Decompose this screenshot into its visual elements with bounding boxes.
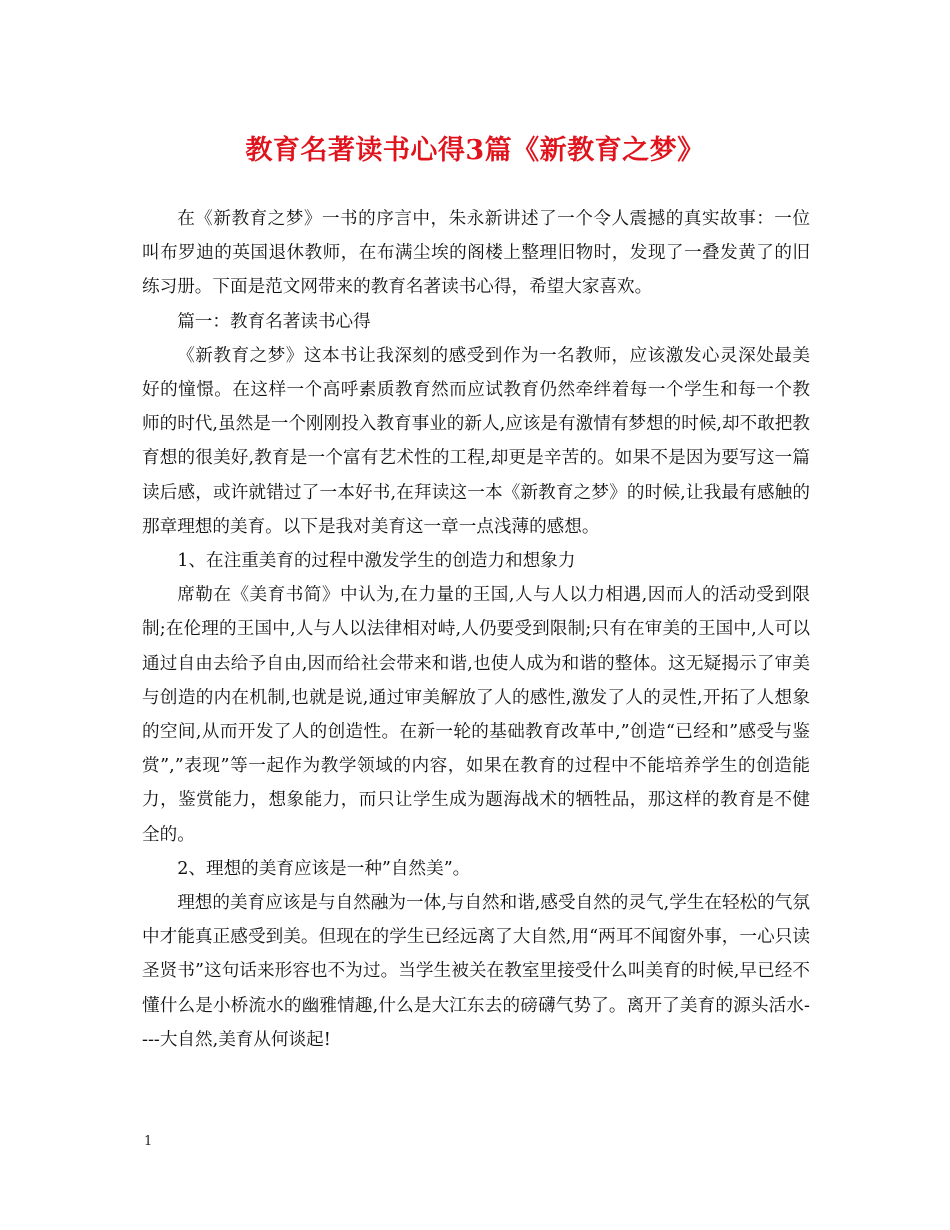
section-heading: 篇一：教育名著读书心得 bbox=[177, 311, 371, 332]
body-paragraph: 席勒在《美育书简》中认为,在力量的王国,人与人以力相遇,因而人的活动受到限制;在伦理的王国中,人与人以法律相对峙,人仍要受到限制;只有在审美的王国中,人可以通过自由去给予自由,因而给社会带来和谐,也使人成为和谐的整体。这无疑揭示了审美与创造的内在机制,也就是说,通过审美解放了人的感性,激发了人的灵性,开拓了人想象的空间,从而开发了人的创造性。在新一轮的基础教育改革中,”创造“已经和”感受与鉴赏”,”表现”等一起作为教学领域的内容，如果在教育的过程中不能培养学生的创造能力，鉴赏能力，想象能力，而只让学生成为题海战术的牺牲品，那这样的教育是不健全的。 bbox=[142, 585, 810, 845]
page-number: 1 bbox=[144, 1134, 153, 1149]
subheading-1: 1、在注重美育的过程中激发学生的创造力和想象力 bbox=[177, 551, 576, 572]
body-paragraph: 《新教育之梦》这本书让我深刻的感受到作为一名教师，应该激发心灵深处最美好的憧憬。在这样一个高呼素质教育然而应试教育仍然牵绊着每一个学生和每一个教师的时代,虽然是一个刚刚投入教育事业的新人,应该是有激情有梦想的时候,却不敢把教育想的很美好,教育是一个富有艺术性的工程,却更是辛苦的。如果不是因为要写这一篇读后感，或许就错过了一本好书,在拜读这一本《新教育之梦》的时候,让我最有感触的那章理想的美育。以下是我对美育这一章一点浅薄的感想。 bbox=[142, 345, 810, 537]
intro-paragraph: 在《新教育之梦》一书的序言中，朱永新讲述了一个令人震撼的真实故事：一位叫布罗迪的英国退休教师，在布满尘埃的阁楼上整理旧物时，发现了一叠发黄了的旧练习册。下面是范文网带来的教育名著读书心得，希望大家喜欢。 bbox=[142, 209, 810, 298]
document-body bbox=[142, 202, 810, 1057]
body-paragraph: 理想的美育应该是与自然融为一体,与自然和谐,感受自然的灵气,学生在轻松的气氛中才能真正感受到美。但现在的学生已经远离了大自然,用“两耳不闻窗外事，一心只读圣贤书”这句话来形容也不为过。当学生被关在教室里接受什么叫美育的时候,早已经不懂什么是小桥流水的幽雅情趣,什么是大江东去的磅礴气势了。离开了美育的源头活水----大自然,美育从何谈起! bbox=[142, 893, 810, 1050]
subheading-2: 2、理想的美育应该是一种”自然美”。 bbox=[177, 858, 471, 879]
document-title: 教育名著读书心得3篇《新教育之梦》 bbox=[245, 135, 705, 166]
